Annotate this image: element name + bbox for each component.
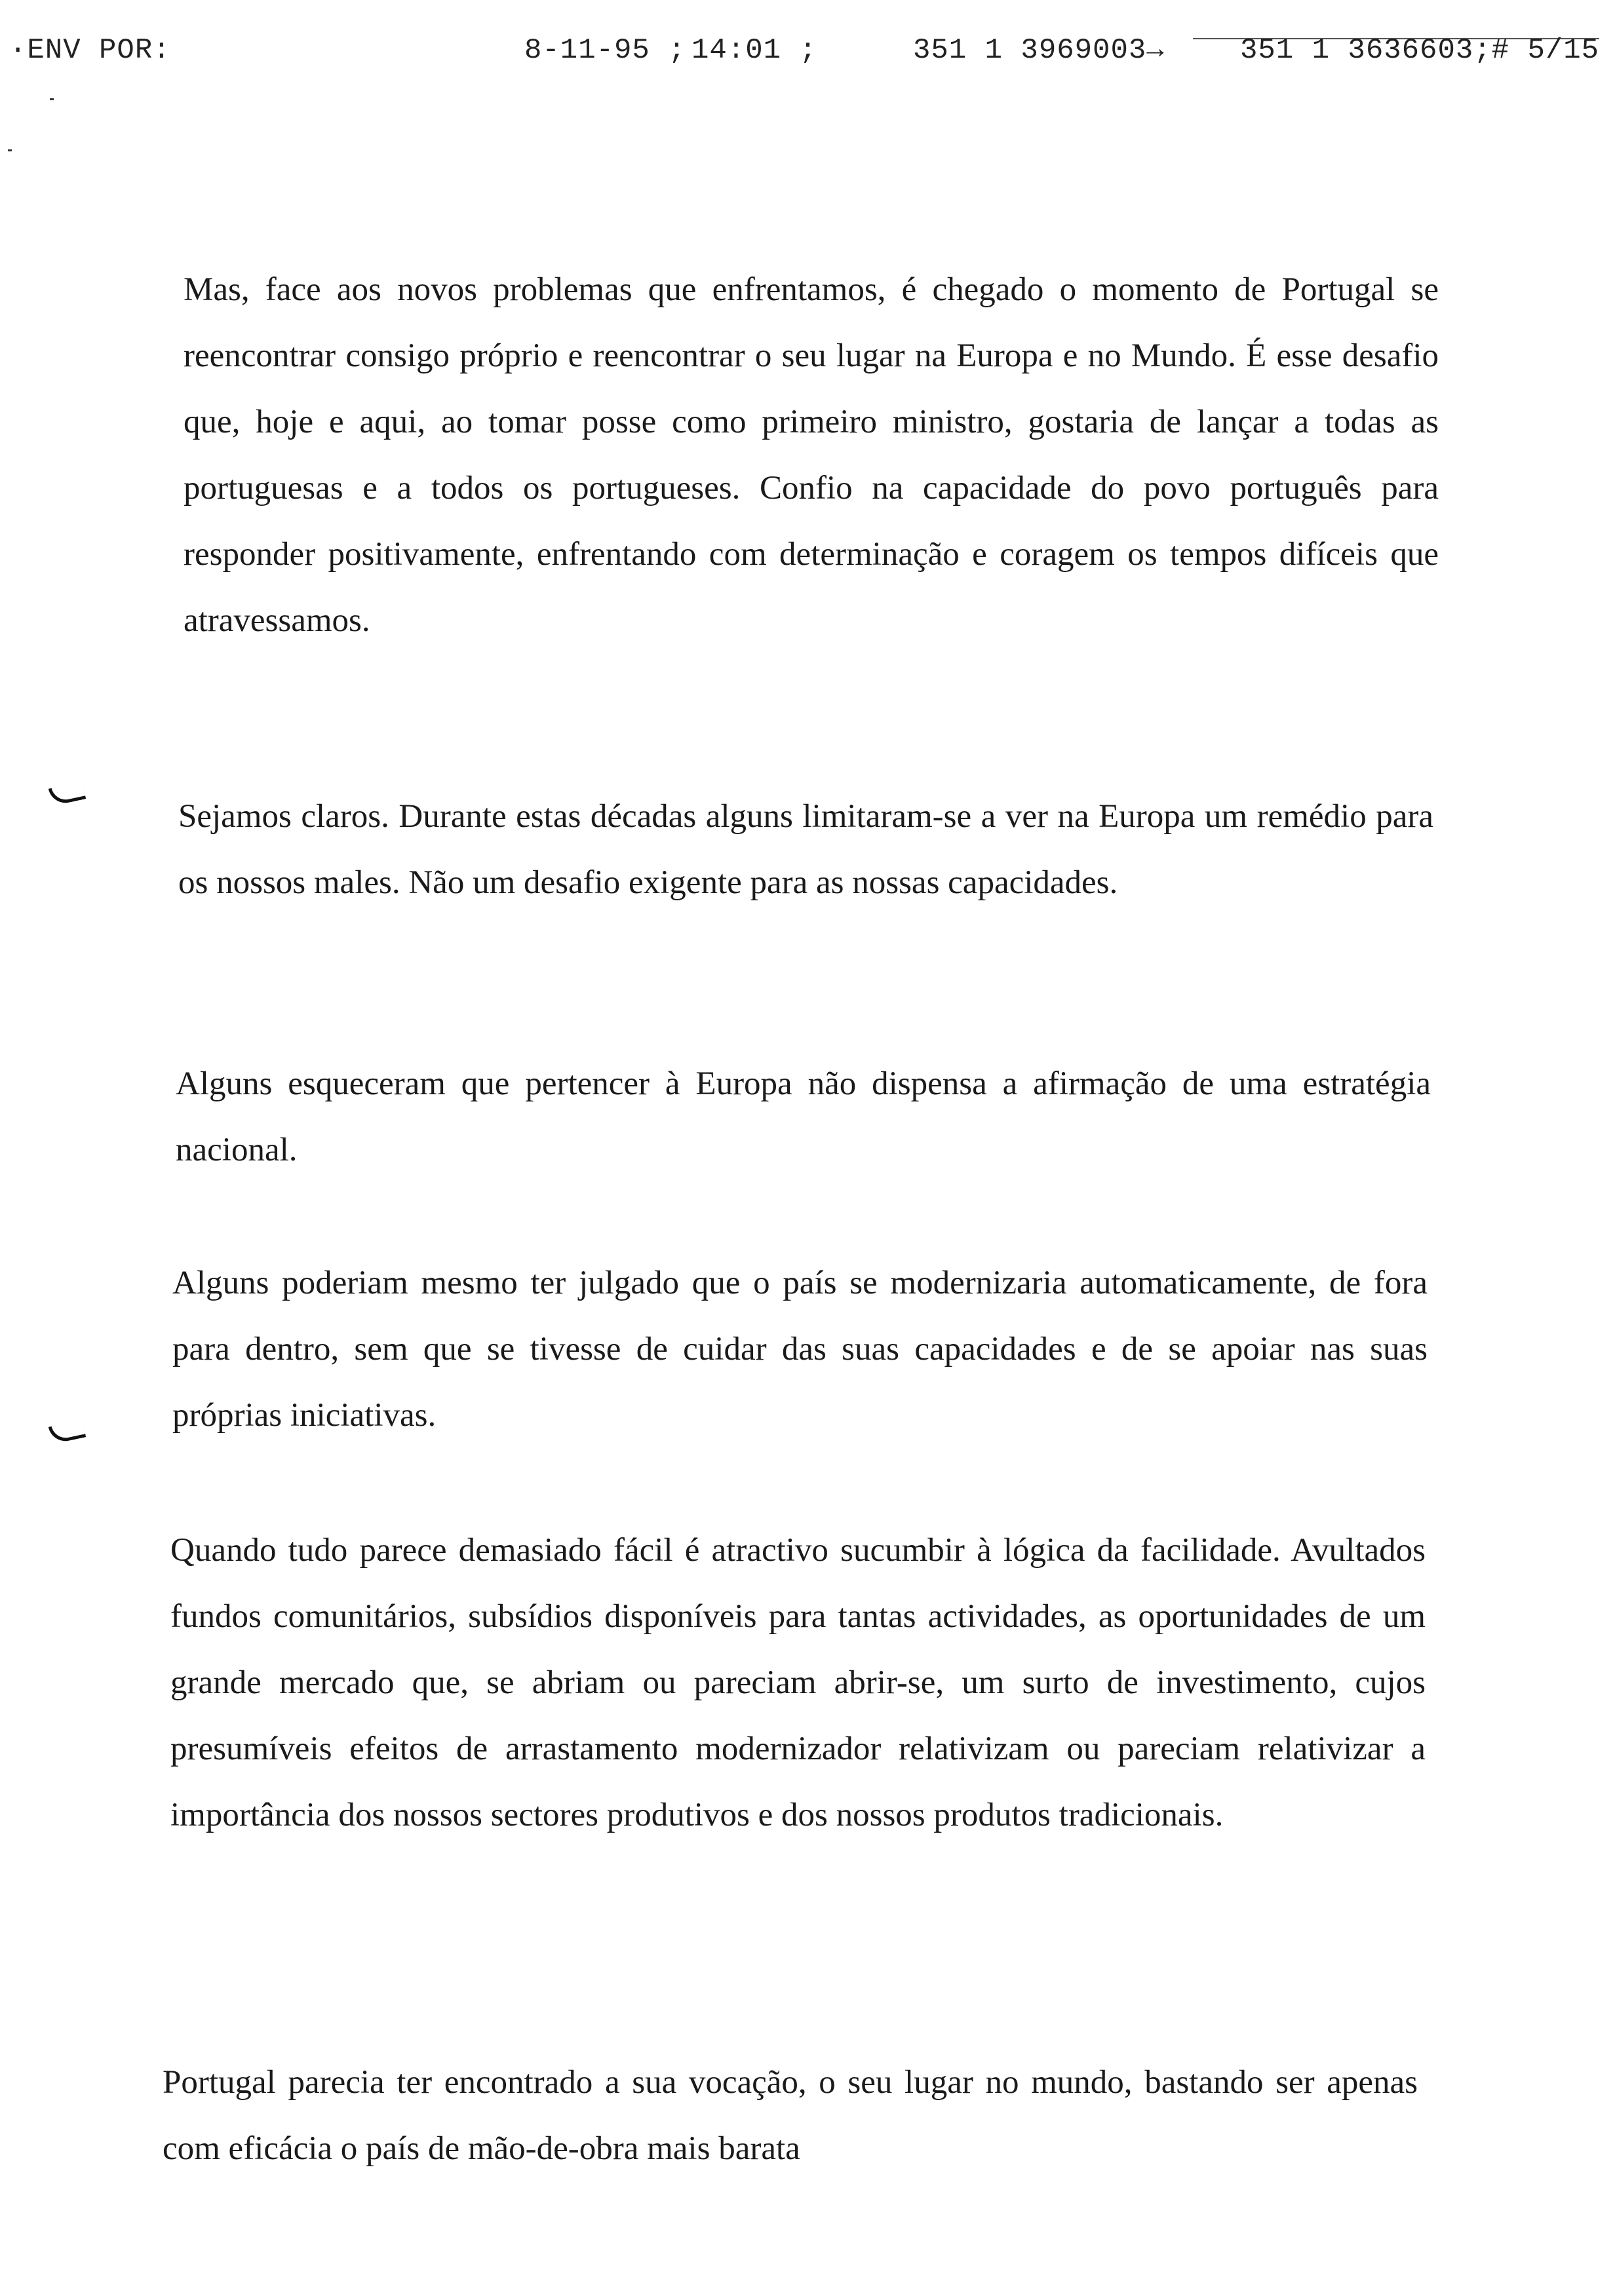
paragraph: Mas, face aos novos problemas que enfrentamos, é chegado o momento de Portugal se reencontrar consigo próprio e reencontrar o seu lugar na Europa e no Mundo. É esse desafio que, hoje e aqui, ao tomar posse como primeiro ministro, gostaria de lançar a todas as portuguesas e a todos os portugueses. Confio na capacidade do povo português para responder positivamente, enfrentando com determinação e coragem os tempos difíceis que atravessamos. [184, 271, 1439, 639]
fax-sender-id: ·ENV POR: [9, 34, 171, 67]
paragraph: Alguns esqueceram que pertencer à Europa não dispensa a afirmação de uma estratégia nacional. [176, 1065, 1431, 1168]
fax-to-number-page: 351 1 3636603;# 5/15 [1240, 34, 1600, 67]
paragraph: Alguns poderiam mesmo ter julgado que o país se modernizaria automaticamente, de fora para dentro, sem que se tivesse de cuidar das suas capacidades e de se apoiar nas suas próprias iniciativas. [172, 1265, 1428, 1434]
fax-time: 14:01 ; [691, 34, 817, 67]
fax-date: 8-11-95 ; [524, 34, 686, 67]
fax-from-number: 351 1 3969003→ [913, 34, 1165, 67]
paragraph: Sejamos claros. Durante estas décadas alguns limitaram-se a ver na Europa um remédio para os nossos males. Não um desafio exigente para as nossas capacidades. [178, 798, 1433, 901]
paragraph: Portugal parecia ter encontrado a sua vocação, o seu lugar no mundo, bastando ser apenas com eficácia o país de mão-de-obra mais barata [163, 2064, 1418, 2167]
paragraph: Quando tudo parece demasiado fácil é atractivo sucumbir à lógica da facilidade. Avultados fundos comunitários, subsídios disponíveis para tantas actividades, as oportunidades de um grande mercado que, se abriam ou pareciam abrir-se, um surto de investimento, cujos presumíveis efeitos de arrastamento modernizador relativizam ou pareciam relativizar a importância dos nossos sectores produtivos e dos nossos produtos tradicionais. [170, 1532, 1426, 1833]
